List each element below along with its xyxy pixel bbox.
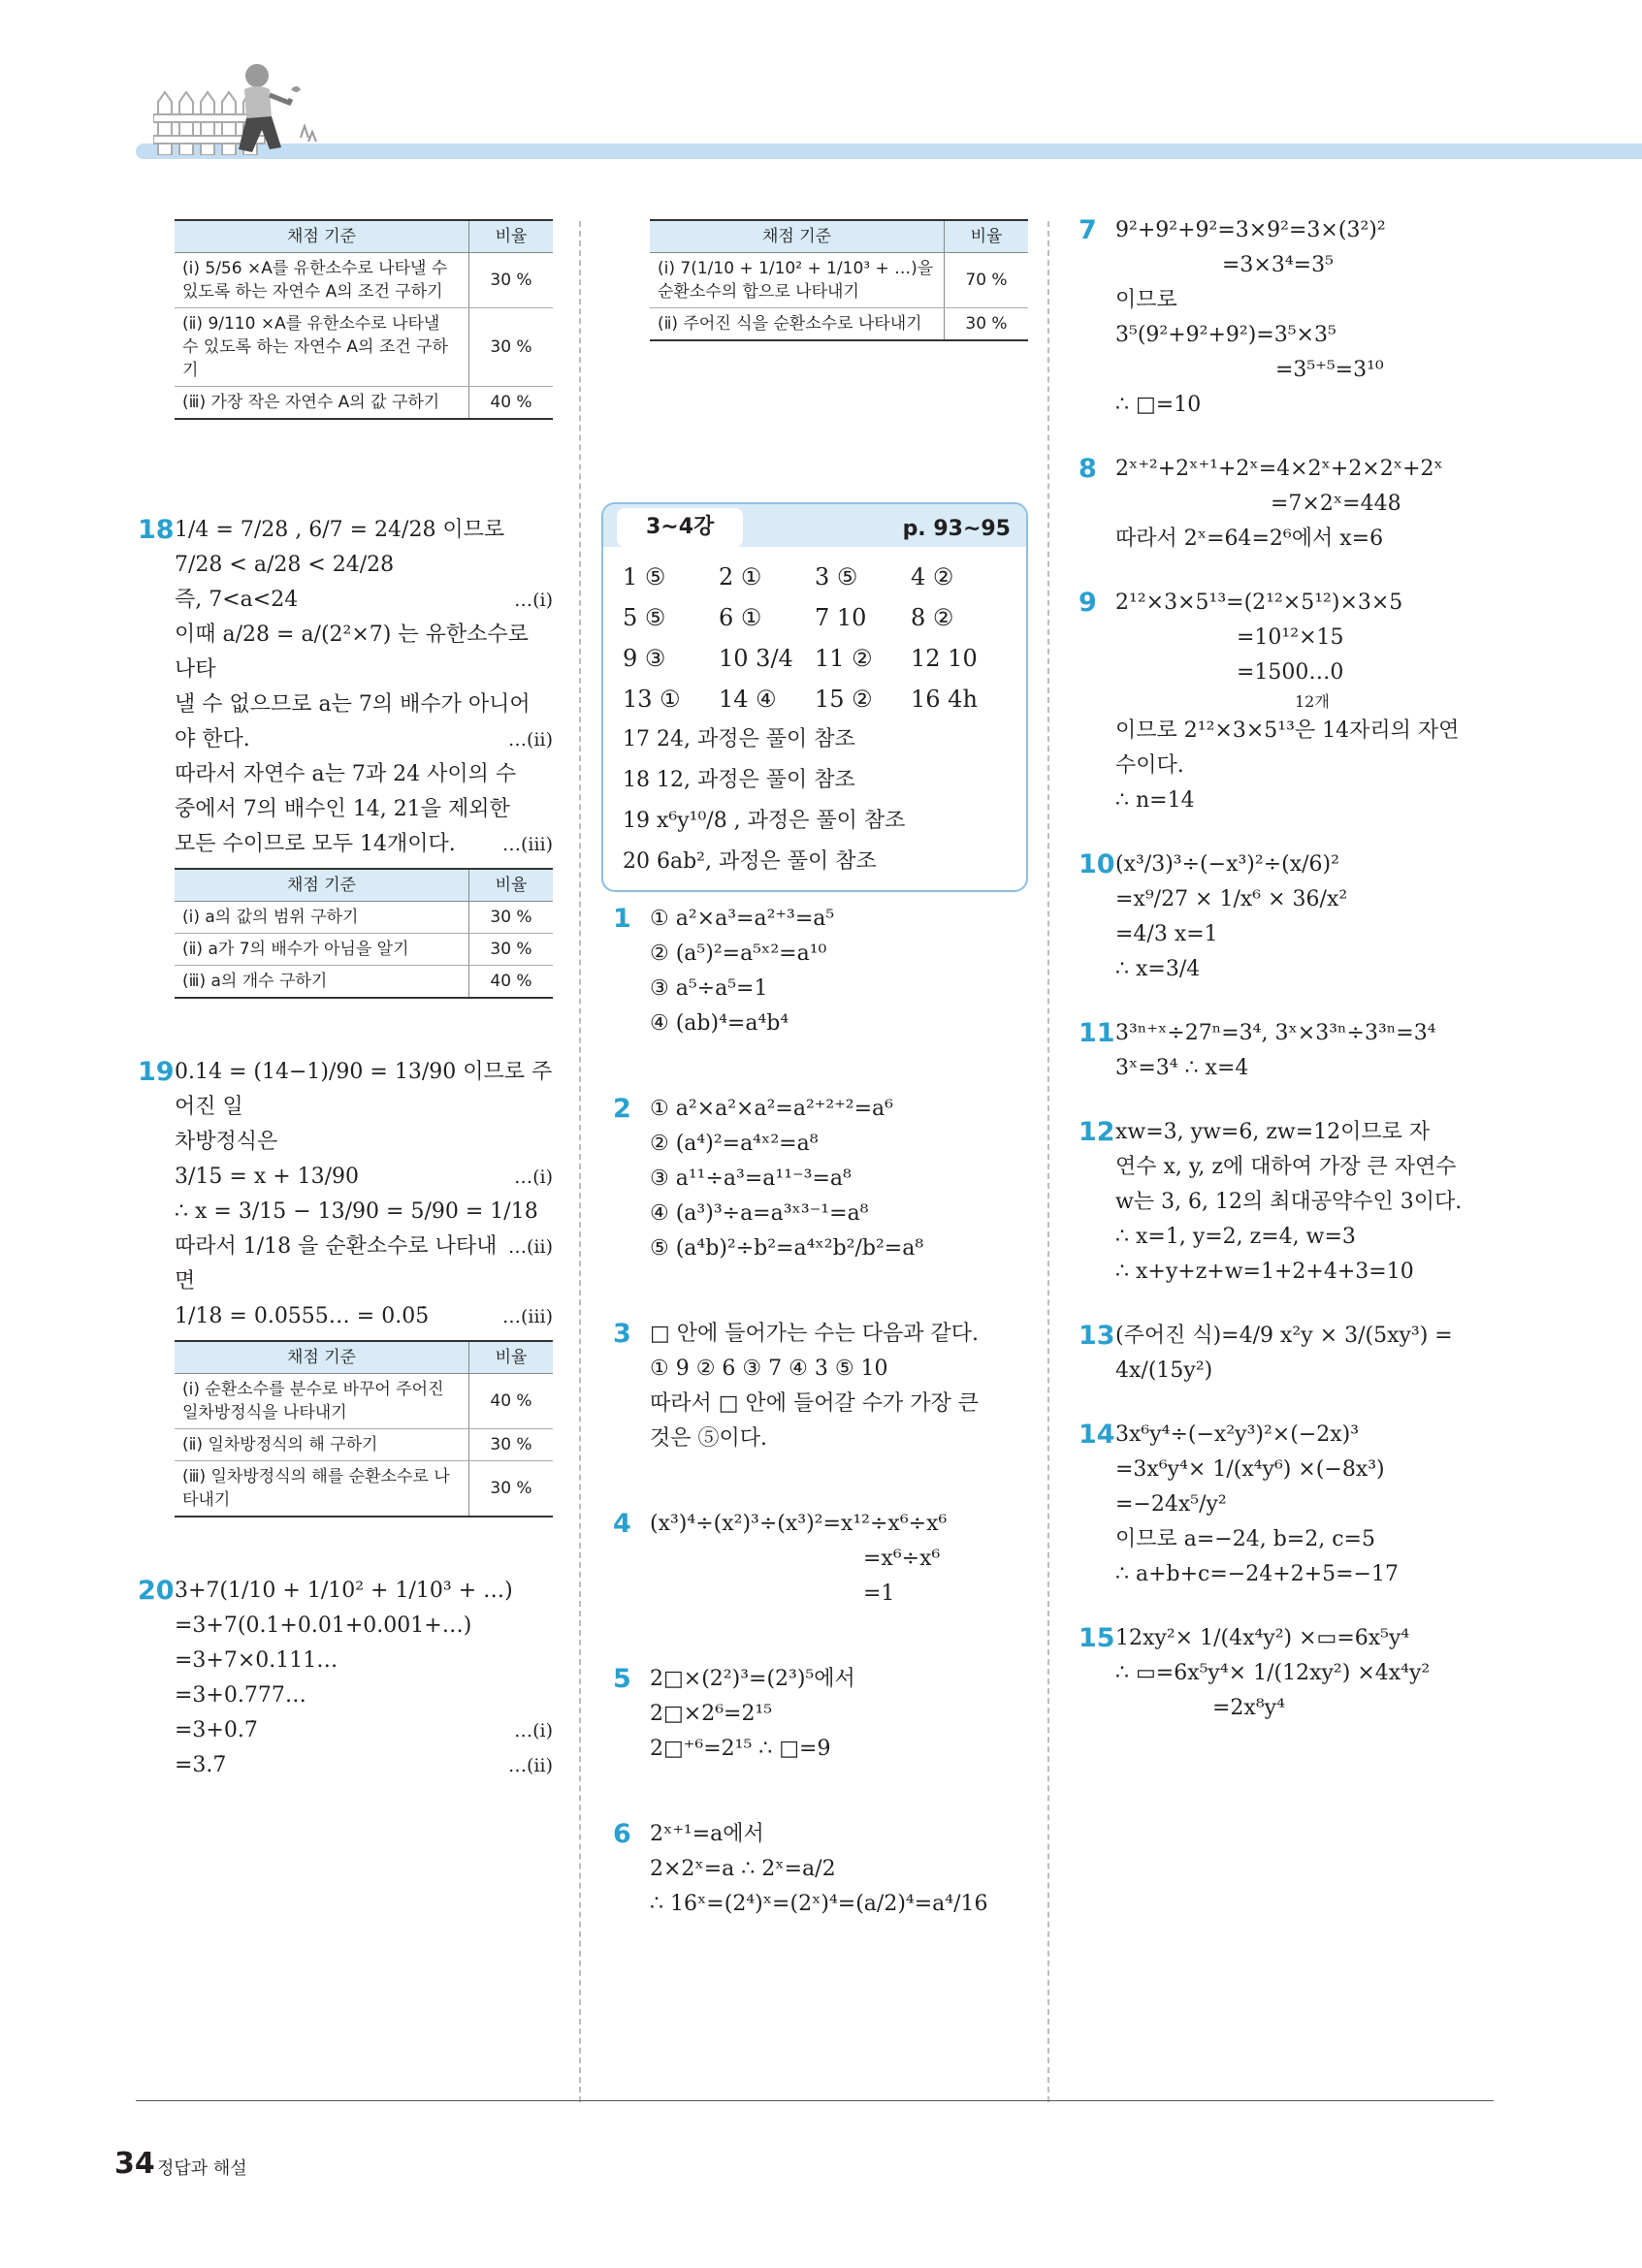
table-row: (ⅲ) a의 개수 구하기 40 % [175, 966, 553, 999]
answer-item: 14 ④ [719, 686, 777, 713]
answer-item: 9 ③ [623, 645, 666, 672]
column-right [1072, 213, 1489, 1726]
answer-item: 11 ② [815, 645, 873, 672]
answer-item: 18 12, 과정은 풀이 참조 [623, 768, 855, 792]
solution-2: 2 ① a²×a²×a²=a²⁺²⁺²=a⁶ ② (a⁴)²=a⁴ˣ²=a⁸ ③ a¹¹÷a³=a¹¹⁻³=a⁸ ④ (a³)³÷a=a³ˣ³⁻¹=a⁸ ⑤ (a⁴b)²÷b²=a⁴ˣ²b²/b²=a⁸ [613, 1094, 924, 1261]
solution-12: 12 xw=3, yw=6, zw=12이므로 자 연수 x, y, z에 대하여 가장 큰 자연수 w는 3, 6, 12의 최대공약수인 3이다. ∴ x=1, y=2, z=4, w=3 ∴ x+y+z+w=1+2+4+3=10 [1079, 1117, 1463, 1284]
question-number: 18 [138, 515, 175, 545]
table-row: (ⅱ) 주어진 식을 순환소수로 나타내기 30 % [650, 308, 1028, 341]
solution-14: 14 3x⁶y⁴÷(−x²y³)²×(−2x)³ =3x⁶y⁴× 1/(x⁴y⁶) ×(−8x³) =−24x⁵/y² 이므로 a=−24, b=2, c=5 ∴ a+b+c=−24+2+5=−17 [1079, 1420, 1399, 1586]
column-middle [601, 213, 1028, 1922]
header-band [136, 144, 1642, 159]
solution-13: 13 (주어진 식)=4/9 x²y × 3/(5xy³) = 4x/(15y²) [1079, 1321, 1453, 1383]
solution-10: 10 (x³/3)³÷(−x³)²÷(x/6)² =x⁹/27 × 1/x⁶ × 36/x² =4/3 x=1 ∴ x=3/4 [1079, 849, 1348, 981]
page-number: 34 [114, 2147, 155, 2181]
table-row: (ⅰ) 7(1/10 + 1/10² + 1/10³ + …)을 순환소수의 합으로 나타내기 70 % [650, 253, 1028, 308]
scoring-table-20: 채점 기준 비율 (ⅰ) 7(1/10 + 1/10² + 1/10³ + …)을 순환소수의 합으로 나타내기 70 % (ⅱ) 주어진 식을 순환소수로 나타내기 30 % [650, 219, 1028, 341]
answer-item: 2 ① [719, 563, 762, 591]
answer-item: 13 ① [623, 686, 681, 713]
answer-item: 15 ② [815, 686, 873, 713]
answer-item: 20 6ab², 과정은 풀이 참조 [623, 849, 877, 874]
table-row: (ⅰ) a의 값의 범위 구하기 30 % [175, 902, 553, 934]
solution-3: 3 □ 안에 들어가는 수는 다음과 같다. ① 9 ② 6 ③ 7 ④ 3 ⑤ 10 따라서 □ 안에 들어갈 수가 가장 큰 것은 ⑤이다. [613, 1319, 980, 1451]
table-row: (ⅰ) 순환소수를 분수로 바꾸어 주어진 일차방정식을 나타내기 40 % [175, 1374, 553, 1429]
gardener-icon [213, 60, 320, 167]
solution-15: 15 12xy²× 1/(4x⁴y²) ×▭=6x⁵y⁴ ∴ ▭=6x⁵y⁴× 1/(12xy²) ×4x⁴y² =2x⁸y⁴ [1079, 1623, 1431, 1720]
solution-7: 7 9²+9²+9²=3×9²=3×(3²)² =3×3⁴=3⁵ 이므로 3⁵(9²+9²+9²)=3⁵×3⁵ =3⁵⁺⁵=3¹⁰ ∴ □=10 [1079, 215, 1386, 417]
scoring-table-19: 채점 기준 비율 (ⅰ) 순환소수를 분수로 바꾸어 주어진 일차방정식을 나타내기 40 % (ⅱ) 일차방정식의 해 구하기 30 % (ⅲ) 일차방정식의 해를 순환소수로 나타내기 30 % [175, 1340, 553, 1517]
solution-20: 20 3+7(1/10 + 1/10² + 1/10³ + …) =3+7(0.1+0.01+0.001+…) =3+7×0.111… =3+0.777… =3+0.7̇ …(ⅰ) =3.7̇ …(ⅱ) [138, 1576, 553, 1777]
table-row: (ⅱ) a가 7의 배수가 아님을 알기 30 % [175, 934, 553, 966]
table-head-criteria: 채점 기준 [175, 220, 469, 253]
solution-8: 8 2ˣ⁺²+2ˣ⁺¹+2ˣ=4×2ˣ+2×2ˣ+2ˣ =7×2ˣ=448 따라서 2ˣ=64=2⁶에서 x=6 [1079, 454, 1443, 551]
answer-item: 17 24, 과정은 풀이 참조 [623, 727, 855, 751]
solution-6: 6 2ˣ⁺¹=a에서 2×2ˣ=a ∴ 2ˣ=a/2 ∴ 16ˣ=(2⁴)ˣ=(2ˣ)⁴=(a/2)⁴=a⁴/16 [613, 1819, 988, 1916]
answer-item: 16 4h [911, 686, 978, 713]
table-row: (ⅱ) 9/110 ×A를 유한소수로 나타낼 수 있도록 하는 자연수 A의 조건 구하기 30 % [175, 308, 553, 387]
scoring-table-18: 채점 기준 비율 (ⅰ) a의 값의 범위 구하기 30 % (ⅱ) a가 7의 배수가 아님을 알기 30 % (ⅲ) a의 개수 구하기 40 % [175, 868, 553, 999]
question-number: 20 [138, 1576, 175, 1606]
column-divider [1047, 221, 1049, 2102]
table-row: (ⅲ) 일차방정식의 해를 순환소수로 나타내기 30 % [175, 1461, 553, 1517]
solution-1: 1 ① a²×a³=a²⁺³=a⁵ ② (a⁵)²=a⁵ˣ²=a¹⁰ ③ a⁵÷a⁵=1 ④ (ab)⁴=a⁴b⁴ [613, 904, 835, 1036]
answer-item: 1 ⑤ [623, 563, 666, 591]
answer-item: 19 x⁶y¹⁰/8 , 과정은 풀이 참조 [623, 809, 906, 833]
table-head-ratio: 비율 [469, 220, 554, 253]
column-left [138, 213, 553, 1783]
solution-4: 4 (x³)⁴÷(x²)³÷(x³)²=x¹²÷x⁶÷x⁶ =x⁶÷x⁶ =1 [613, 1509, 948, 1606]
answer-box-page-ref: p. 93~95 [902, 517, 1011, 541]
table-row: (ⅱ) 일차방정식의 해 구하기 30 % [175, 1429, 553, 1461]
solution-9: 9 2¹²×3×5¹³=(2¹²×5¹²)×3×5 =10¹²×15 =1500…0 12개 이므로 2¹²×3×5¹³은 14자리의 자연 수이다. ∴ n=14 [1079, 588, 1460, 813]
answer-box-title: 3~4강 [617, 508, 743, 547]
answer-item: 6 ① [719, 604, 762, 631]
answer-box [601, 502, 1028, 892]
solution-11: 11 3³ⁿ⁺ˣ÷27ⁿ=3⁴, 3ˣ×3³ⁿ÷3³ⁿ=3⁴ 3ˣ=3⁴ ∴ x=4 [1079, 1018, 1436, 1080]
solution-5: 5 2□×(2²)³=(2³)⁵에서 2□×2⁶=2¹⁵ 2□⁺⁶=2¹⁵ ∴ □=9 [613, 1664, 855, 1761]
solution-18: 18 1/4 = 7/28 , 6/7 = 24/28 이므로 7/28 < a/28 < 24/28 즉, 7<a<24 …(ⅰ) 이때 a/28 = a/(2²×7) 는 유한소수로 나타 낼 수 없으므로 a는 7의 배수가 아니어 야 한다. …(ⅱ) 따라서 자연수 a는 7과 24 사이의 수 중에서 7의 배수인 14, 21을 제외한 모든 수이므로 모두 14개이다. …(ⅲ) [138, 515, 553, 856]
answer-item: 8 ② [911, 604, 954, 631]
answer-item: 7 10 [815, 604, 867, 631]
scoring-table-17 [175, 219, 553, 420]
answer-item: 4 ② [911, 563, 954, 591]
column-divider [579, 221, 581, 2102]
answer-item: 10 3/4 [719, 645, 793, 672]
answer-grid [603, 547, 1026, 719]
answer-item: 12 10 [911, 645, 978, 672]
answer-item: 5 ⑤ [623, 604, 666, 631]
question-number: 19 [138, 1057, 175, 1087]
table-row: (ⅲ) 가장 작은 자연수 A의 값 구하기 40 % [175, 387, 553, 420]
table-row: (ⅰ) 5/56 ×A를 유한소수로 나타낼 수 있도록 하는 자연수 A의 조건 구하기 30 % [175, 253, 553, 308]
page-label: 정답과 해설 [157, 2158, 247, 2179]
answer-item: 3 ⑤ [815, 563, 858, 591]
footer-rule [136, 2100, 1494, 2101]
solution-19: 19 0.14̇ = (14−1)/90 = 13/90 이므로 주어진 일 차방정식은 3/15 = x + 13/90 …(ⅰ) ∴ x = 3/15 − 13/90 = 5/90 = 1/18 …(ⅱ) 따라서 1/18 을 순환소수로 나타내면 1/18 = 0.0555… = 0.05̇ …(ⅲ) [138, 1057, 553, 1328]
